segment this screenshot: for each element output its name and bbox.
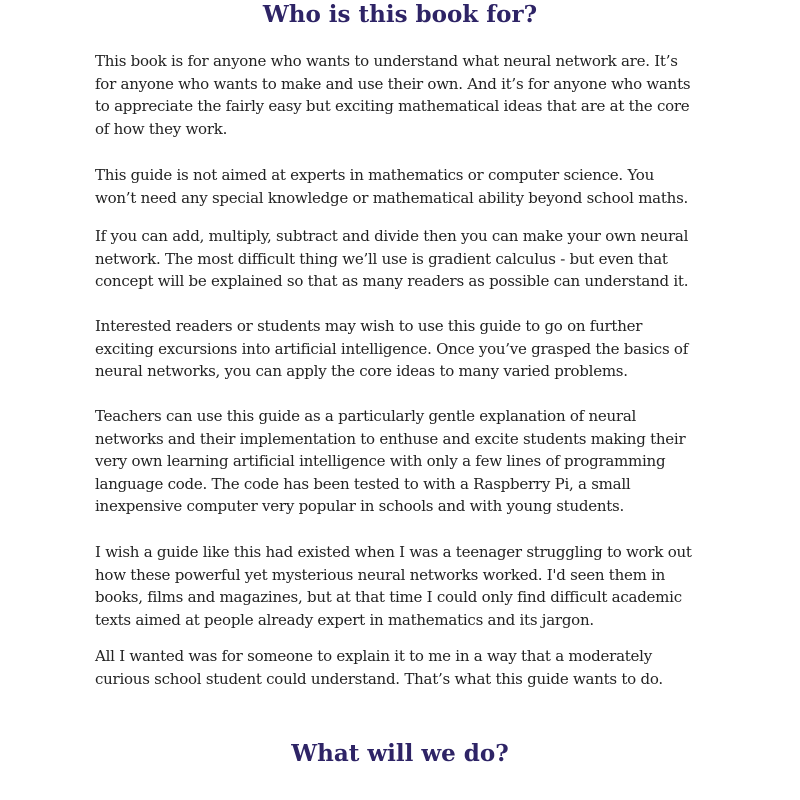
text-line: All I wanted was for someone to explain it to me in a way that a moderately [95, 647, 652, 665]
paragraph-wish-guide-existed [95, 541, 725, 631]
paragraph-interested-readers [95, 315, 725, 383]
section-heading-what-will-we-do: What will we do? [291, 740, 509, 767]
paragraph-all-i-wanted [95, 645, 725, 690]
text-line: Interested readers or students may wish to use this guide to go on further [95, 317, 643, 335]
paragraph-not-for-experts [95, 164, 725, 209]
text-line: exciting excursions into artificial intelligence. Once you’ve grasped the basics of [95, 339, 688, 358]
text-line: texts aimed at people already expert in mathematics and its jargon. [95, 610, 594, 629]
text-line: I wish a guide like this had existed when I was a teenager struggling to work out [95, 543, 692, 561]
text-line: of how they work. [95, 119, 228, 138]
text-line: curious school student could understand. That’s what this guide wants to do. [95, 669, 663, 688]
text-line: This book is for anyone who wants to understand what neural network are. It’s [95, 52, 678, 70]
text-line: for anyone who wants to make and use their own. And it’s for anyone who wants [95, 74, 691, 93]
text-line: networks and their implementation to enthuse and excite students making their [95, 429, 686, 448]
paragraph-teachers [95, 405, 725, 518]
text-line: concept will be explained so that as many readers as possible can understand it. [95, 272, 689, 290]
text-line: books, films and magazines, but at that time I could only find difficult academic [95, 588, 682, 606]
text-line: inexpensive computer very popular in schools and with young students. [95, 497, 624, 515]
text-line: won’t need any special knowledge or mathematical ability beyond school maths. [95, 188, 689, 207]
text-line: Teachers can use this guide as a particularly gentle explanation of neural [95, 407, 637, 425]
text-line: how these powerful yet mysterious neural networks worked. I'd seen them in [95, 565, 666, 584]
paragraph-intro [95, 50, 725, 140]
text-line: language code. The code has been tested to with a Raspberry Pi, a small [95, 474, 631, 493]
text-line: network. The most difficult thing we’ll use is gradient calculus - but even that [95, 249, 668, 268]
section-heading-who-is-this-book-for: Who is this book for? [262, 1, 538, 28]
paragraph-basic-maths [95, 225, 725, 293]
text-line: neural networks, you can apply the core ideas to many varied problems. [95, 362, 628, 380]
text-line: very own learning artificial intelligence with only a few lines of programming [95, 452, 666, 470]
text-line: This guide is not aimed at experts in mathematics or computer science. You [95, 166, 654, 184]
text-line: to appreciate the fairly easy but exciting mathematical ideas that are at the core [95, 97, 690, 115]
text-line: If you can add, multiply, subtract and divide then you can make your own neural [95, 227, 689, 245]
